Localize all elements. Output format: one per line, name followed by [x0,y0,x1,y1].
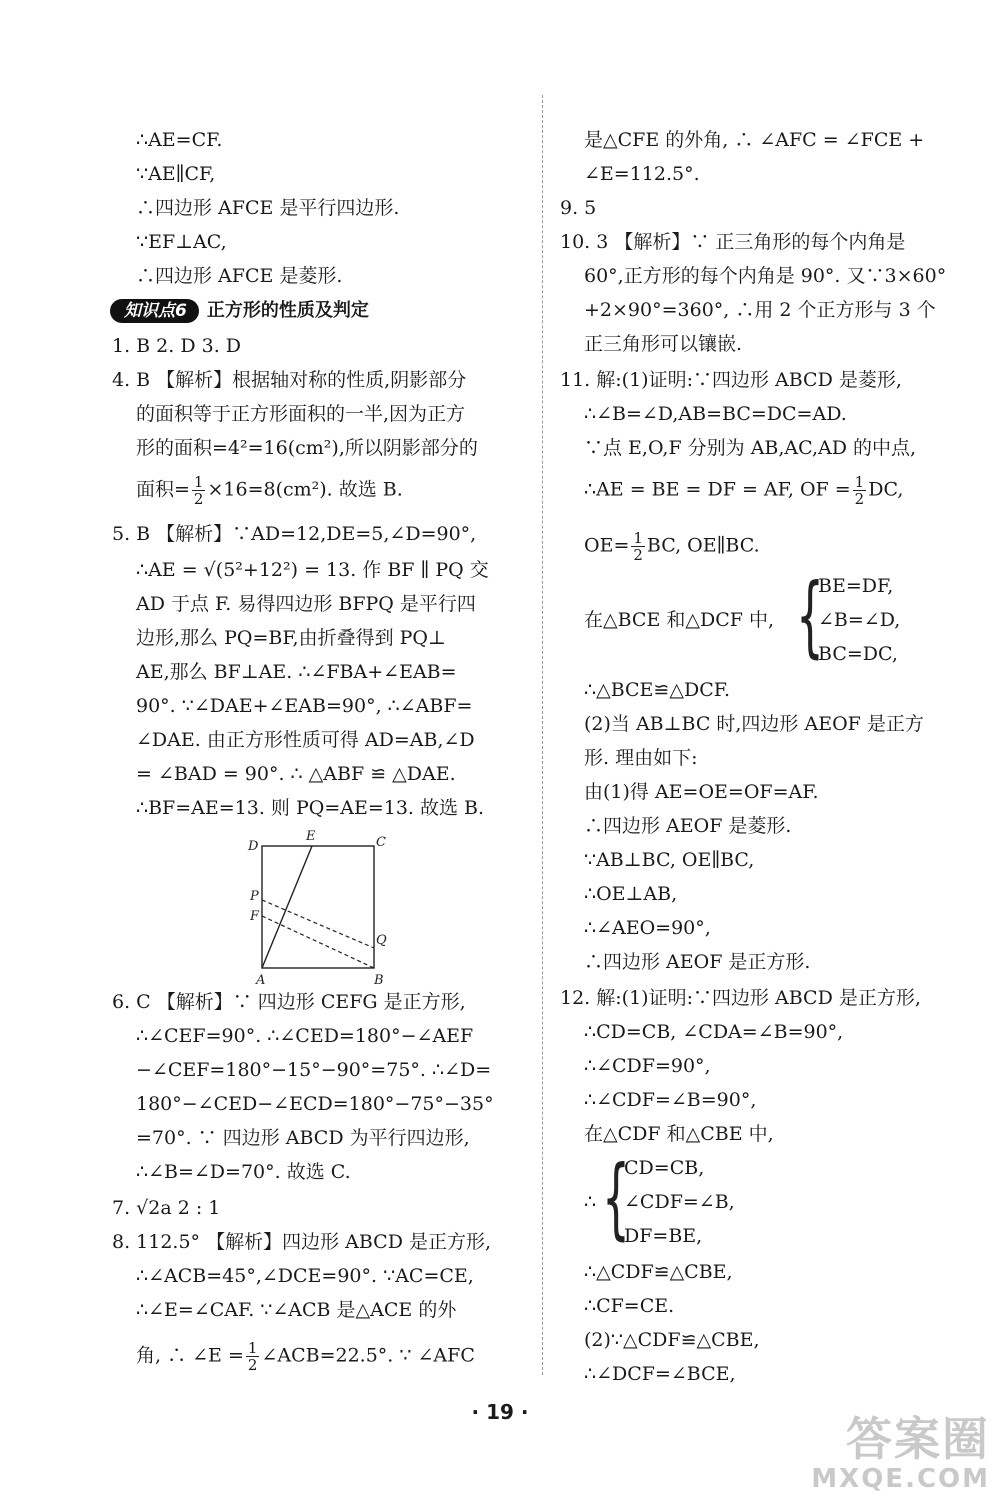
text-fragment: 角, ∴ ∠E = [136,1344,244,1367]
text-line [560,474,903,507]
text-line: 形的面积=4²=16(cm²),所以阴影部分的 [136,437,478,459]
text-line: ∴∠DCF=∠BCE, [584,1363,736,1385]
answer-line: 1. B 2. D 3. D [112,335,242,357]
text-line: ∴BF=AE=13. 则 PQ=AE=13. 故选 B. [136,797,485,819]
fraction-numerator: 1 [633,529,643,547]
section-title: 正方形的性质及判定 [206,300,369,321]
text-line: 7. √2a 2 : 1 [112,1197,221,1219]
text-line: ∴CD=CB, ∠CDA=∠B=90°, [584,1021,844,1043]
text-line: (2)∵△CDF≌△CBE, [584,1329,760,1351]
text-line: ∴OE⊥AB, [584,883,678,905]
text-fragment: ×16=8(cm²). 故选 B. [207,478,403,501]
section-heading [110,296,369,320]
text-line: ∴∠ACB=45°,∠DCE=90°. ∵AC=CE, [136,1265,474,1287]
text-line: ∴△BCE≌△DCF. [584,679,730,701]
watermark-text: 答案圈 [846,1412,990,1466]
text-line: ∴∠CDF=90°, [584,1055,711,1077]
label-c: C [376,835,386,850]
label-d: D [248,839,259,854]
text-line: (2)当 AB⊥BC 时,四边形 AEOF 是正方 [584,713,924,735]
text-line: 6. C 【解析】∵ 四边形 CEFG 是正方形, [112,991,466,1013]
text-line: 边形,那么 PQ=BF,由折叠得到 PQ⊥ [136,627,446,649]
page-number: · 19 · [471,1400,529,1424]
text-line: ∴AE=CF. [136,129,223,151]
text-line: ∴四边形 AEOF 是正方形. [584,951,811,973]
system-line: ∠CDF=∠B, [624,1191,735,1213]
text-line: −∠CEF=180°−15°−90°=75°. ∴∠D= [136,1059,492,1081]
text-line: 正三角形可以镶嵌. [584,333,743,355]
text-line: 10. 3 【解析】∵ 正三角形的每个内角是 [560,231,906,253]
text-line: =70°. ∵ 四边形 ABCD 为平行四边形, [136,1127,470,1149]
label-e: E [306,829,316,844]
fraction [631,530,645,563]
label-b: B [374,973,384,988]
text-line: 180°−∠CED−∠ECD=180°−75°−35° [136,1093,494,1115]
text-line: 在△BCE 和△DCF 中, [584,609,775,631]
system-line: DF=BE, [624,1225,703,1247]
text-line: ∴四边形 AFCE 是平行四边形. [136,197,400,219]
text-fragment: OE= [584,534,630,557]
fraction-denominator: 2 [193,490,204,508]
text-fragment: DC, [868,478,904,501]
fraction-denominator: 2 [633,546,643,564]
text-line: 60°,正方形的每个内角是 90°. 又∵3×60° [584,265,947,287]
text-line: ∴∠E=∠CAF. ∵∠ACB 是△ACE 的外 [136,1299,457,1321]
fraction-denominator: 2 [854,490,865,508]
text-line: ∴ [584,1191,597,1213]
text-line: 由(1)得 AE=OE=OF=AF. [584,781,819,803]
text-line: 8. 112.5° 【解析】四边形 ABCD 是正方形, [112,1231,492,1253]
text-line: ∵AE∥CF, [136,163,216,185]
text-line: AD 于点 F. 易得四边形 BFPQ 是平行四 [136,593,476,615]
text-line: 12. 解:(1)证明:∵四边形 ABCD 是正方形, [560,987,921,1009]
brace-symbol: { [796,564,824,667]
text-line: 形. 理由如下: [584,747,698,769]
text-line: ∴∠CEF=90°. ∴∠CED=180°−∠AEF [136,1025,474,1047]
system-line: BE=DF, [818,575,894,597]
fraction [853,474,867,507]
text-line: 4. B 【解析】根据轴对称的性质,阴影部分 [112,369,467,391]
column-divider [542,95,543,1375]
segment-pq [262,900,374,948]
text-line: 是△CFE 的外角, ∴ ∠AFC = ∠FCE + [584,129,925,151]
text-line: 11. 解:(1)证明:∵四边形 ABCD 是菱形, [560,369,902,391]
text-line: ∴∠CDF=∠B=90°, [584,1089,757,1111]
fraction-denominator: 2 [247,1356,258,1374]
text-line: = ∠BAD = 90°. ∴ △ABF ≌ △DAE. [136,763,456,785]
square-abcd [262,846,374,968]
text-line [112,1340,475,1373]
text-fragment: 面积= [136,478,190,501]
fraction-numerator: 1 [193,473,204,491]
text-fragment: BC, OE∥BC. [646,534,760,557]
label-p: P [250,889,259,904]
text-line: ∠E=112.5°. [584,163,700,185]
label-f: F [250,909,260,924]
text-line: ∴△CDF≌△CBE, [584,1261,733,1283]
watermark-url: MXQE.COM [811,1464,990,1494]
text-line: 在△CDF 和△CBE 中, [584,1123,774,1145]
text-line: ∴AE = √(5²+12²) = 13. 作 BF ∥ PQ 交 [136,559,489,581]
fraction-numerator: 1 [854,473,865,491]
text-line: ∴∠AEO=90°, [584,917,711,939]
text-line: ∴CF=CE. [584,1295,675,1317]
text-line [112,474,403,507]
text-line: AE,那么 BF⊥AE. ∴∠FBA+∠EAB= [136,661,457,683]
text-line: ∠DAE. 由正方形性质可得 AD=AB,∠D [136,729,475,751]
text-line: ∴∠B=∠D,AB=BC=DC=AD. [584,403,847,425]
text-line: ∵EF⊥AC, [136,231,227,253]
text-line: 的面积等于正方形面积的一半,因为正方 [136,403,466,425]
fraction [246,1340,260,1373]
text-fragment: ∴AE = BE = DF = AF, OF = [584,478,851,501]
system-line: BC=DC, [818,643,898,665]
text-line: ∴四边形 AEOF 是菱形. [584,815,792,837]
text-line: 9. 5 [560,197,597,219]
watermark-logo [811,1414,990,1494]
text-line: 5. B 【解析】∵AD=12,DE=5,∠D=90°, [112,523,477,545]
segment-fb [262,916,374,968]
text-fragment: ∠ACB=22.5°. ∵ ∠AFC [261,1344,475,1367]
text-line: ∴四边形 AFCE 是菱形. [136,265,343,287]
text-line: +2×90°=360°, ∴用 2 个正方形与 3 个 [584,299,936,321]
fraction-numerator: 1 [247,1339,258,1357]
brace-symbol: { [602,1146,630,1249]
label-a: A [256,973,266,988]
text-line: ∵点 E,O,F 分别为 AB,AC,AD 的中点, [584,437,917,459]
square-figure [240,828,400,988]
fraction [192,474,206,507]
text-line: ∵AB⊥BC, OE∥BC, [584,849,755,871]
text-line: ∴∠B=∠D=70°. 故选 C. [136,1161,351,1183]
label-q: Q [376,933,387,948]
section-badge: 知识点6 [110,299,199,323]
segment-ae [262,846,312,968]
text-line [560,530,760,563]
system-line: CD=CB, [624,1157,705,1179]
system-line: ∠B=∠D, [818,609,901,631]
text-line: 90°. ∵∠DAE+∠EAB=90°, ∴∠ABF= [136,695,473,717]
